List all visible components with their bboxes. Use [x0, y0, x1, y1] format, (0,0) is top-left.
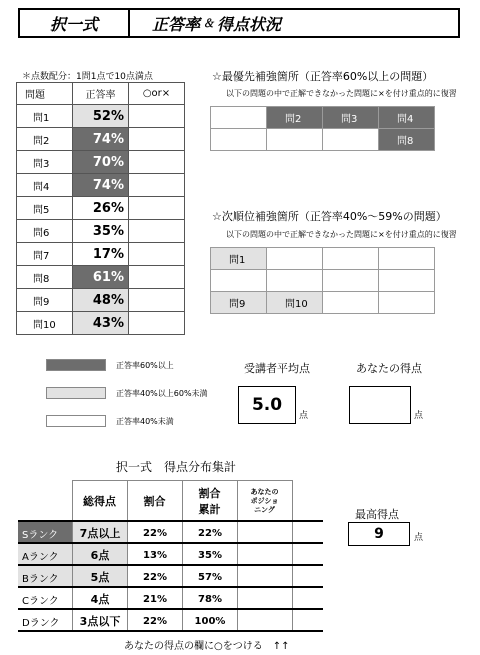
distribution-footer: あなたの得点の欄に○をつける ↑↑: [124, 641, 290, 652]
grid-row: [211, 107, 435, 129]
dist-header: 総得点: [83, 495, 116, 508]
header-bottom-line: [18, 520, 323, 522]
grid-row: [211, 129, 435, 151]
question-cell: 問1: [17, 105, 73, 128]
title-main: 正答率: [152, 14, 201, 34]
table-row: [17, 197, 185, 220]
average-value: 5.0: [238, 386, 296, 424]
distribution-title: 択一式 得点分布集計: [116, 460, 237, 474]
grid-cell: [323, 292, 379, 314]
legend-swatch-light: [46, 387, 106, 399]
question-cell: 問4: [17, 174, 73, 197]
rank-cum: 22%: [198, 527, 222, 539]
rank-cum: 100%: [194, 615, 226, 627]
rank-score: 4点: [73, 588, 127, 610]
mark-cell[interactable]: [129, 151, 185, 174]
distribution-table: [18, 480, 323, 632]
rank-pct: 21%: [143, 593, 167, 605]
header-rate: 正答率: [73, 83, 129, 105]
grid-cell: 問10: [267, 292, 323, 314]
grid-cell: [211, 129, 267, 151]
rate-cell: 43%: [73, 312, 129, 335]
grid-cell: [323, 248, 379, 270]
grid-cell: [379, 248, 435, 270]
rank-position-cell[interactable]: [238, 522, 292, 544]
priority2-heading: ☆次順位補強箇所（正答率40%～59%の問題）: [212, 210, 447, 223]
rate-cell: 17%: [73, 243, 129, 266]
priority1-heading: ☆最優先補強箇所（正答率60%以上の問題）: [212, 70, 434, 83]
rank-pct: 22%: [143, 527, 167, 539]
grid-cell: [379, 270, 435, 292]
grid-cell: 問1: [211, 248, 267, 270]
rank-score: 6点: [73, 544, 127, 566]
rank-label: Sランク: [18, 522, 72, 544]
legend-item-light: [46, 386, 208, 400]
rank-cum: 78%: [198, 593, 222, 605]
question-cell: 問5: [17, 197, 73, 220]
mark-cell[interactable]: [129, 128, 185, 151]
rank-position-cell[interactable]: [238, 566, 292, 588]
table-row: [17, 289, 185, 312]
rank-position-cell[interactable]: [238, 588, 292, 610]
question-cell: 問3: [17, 151, 73, 174]
grid-cell: 問3: [323, 107, 379, 129]
rank-position-cell[interactable]: [238, 610, 292, 632]
grid-cell: 問8: [379, 129, 435, 151]
legend-swatch-none: [46, 415, 106, 427]
grid-row: [211, 270, 435, 292]
legend-label-light: 正答率40%以上60%未満: [116, 388, 208, 398]
rank-cum: 57%: [198, 571, 222, 583]
rank-label: Bランク: [18, 566, 72, 588]
rank-score: 3点以下: [73, 610, 127, 632]
question-cell: 問9: [17, 289, 73, 312]
title-tail: 得点状況: [217, 14, 282, 34]
question-cell: 問6: [17, 220, 73, 243]
rank-pct: 13%: [143, 549, 167, 561]
rank-cum: 35%: [198, 549, 222, 561]
table-row: [17, 220, 185, 243]
mark-cell[interactable]: [129, 105, 185, 128]
title-box: [18, 8, 460, 38]
grid-cell: 問9: [211, 292, 267, 314]
title-amp: ＆: [203, 17, 215, 30]
dist-header: 割合 累計: [198, 487, 221, 516]
header-mark: ○or×: [129, 83, 185, 105]
average-label: 受講者平均点: [244, 362, 310, 375]
table-row: [17, 128, 185, 151]
max-score-value: 9: [348, 522, 410, 546]
your-score-input[interactable]: [349, 386, 411, 424]
your-score-label: あなたの得点: [356, 362, 422, 375]
mark-cell[interactable]: [129, 174, 185, 197]
rate-cell: 70%: [73, 151, 129, 174]
rate-cell: 35%: [73, 220, 129, 243]
grid-cell: [267, 129, 323, 151]
mark-cell[interactable]: [129, 220, 185, 243]
grid-cell: [323, 270, 379, 292]
table-row: [17, 243, 185, 266]
table-row: [17, 174, 185, 197]
dist-header: あなたの ポジショ ニング: [250, 487, 279, 514]
legend-item-none: [46, 414, 208, 428]
grid-cell: [211, 107, 267, 129]
legend-label-dark: 正答率60%以上: [116, 360, 174, 370]
legend-item-dark: [46, 358, 208, 372]
score-note: ＊点数配分：1問1点で10点満点: [22, 72, 153, 82]
max-score-label: 最高得点: [355, 508, 399, 521]
title-left: 択一式: [20, 10, 130, 36]
question-cell: 問2: [17, 128, 73, 151]
grid-cell: [379, 292, 435, 314]
title-right: [130, 10, 458, 36]
priority2-grid: [210, 247, 435, 314]
question-cell: 問8: [17, 266, 73, 289]
mark-cell[interactable]: [129, 312, 185, 335]
grid-cell: [267, 270, 323, 292]
mark-cell[interactable]: [129, 197, 185, 220]
grid-row: [211, 248, 435, 270]
legend: [46, 358, 208, 428]
dist-header: 割合: [143, 495, 166, 508]
rank-label: Aランク: [18, 544, 72, 566]
rate-cell: 26%: [73, 197, 129, 220]
priority2-sub: 以下の問題の中で正解できなかった問題に×を付け重点的に復習: [226, 230, 457, 239]
rate-cell: 74%: [73, 128, 129, 151]
grid-cell: 問4: [379, 107, 435, 129]
table-row: [17, 105, 185, 128]
grid-cell: 問2: [267, 107, 323, 129]
row-divider: [18, 630, 323, 632]
rate-cell: 52%: [73, 105, 129, 128]
rate-cell: 61%: [73, 266, 129, 289]
rank-pct: 22%: [143, 571, 167, 583]
grid-row: [211, 292, 435, 314]
question-cell: 問7: [17, 243, 73, 266]
rank-score: 5点: [73, 566, 127, 588]
max-score-unit: 点: [414, 533, 424, 543]
rate-table: [16, 82, 185, 335]
rank-score: 7点以上: [73, 522, 127, 544]
your-score-unit: 点: [414, 411, 424, 421]
grid-cell: [267, 248, 323, 270]
rank-label: Dランク: [18, 610, 72, 632]
rank-label: Cランク: [18, 588, 72, 610]
mark-cell[interactable]: [129, 289, 185, 312]
mark-cell[interactable]: [129, 266, 185, 289]
header-question: 問題: [17, 83, 73, 105]
priority1-grid: [210, 106, 435, 151]
rate-cell: 48%: [73, 289, 129, 312]
priority1-sub: 以下の問題の中で正解できなかった問題に×を付け重点的に復習: [226, 89, 457, 98]
grid-cell: [323, 129, 379, 151]
table-row: [17, 312, 185, 335]
mark-cell[interactable]: [129, 243, 185, 266]
legend-label-none: 正答率40%未満: [116, 416, 174, 426]
average-unit: 点: [299, 411, 309, 421]
rank-pct: 22%: [143, 615, 167, 627]
legend-swatch-dark: [46, 359, 106, 371]
question-cell: 問10: [17, 312, 73, 335]
table-row: [17, 151, 185, 174]
grid-cell: [211, 270, 267, 292]
table-row: [17, 266, 185, 289]
rank-position-cell[interactable]: [238, 544, 292, 566]
rate-cell: 74%: [73, 174, 129, 197]
